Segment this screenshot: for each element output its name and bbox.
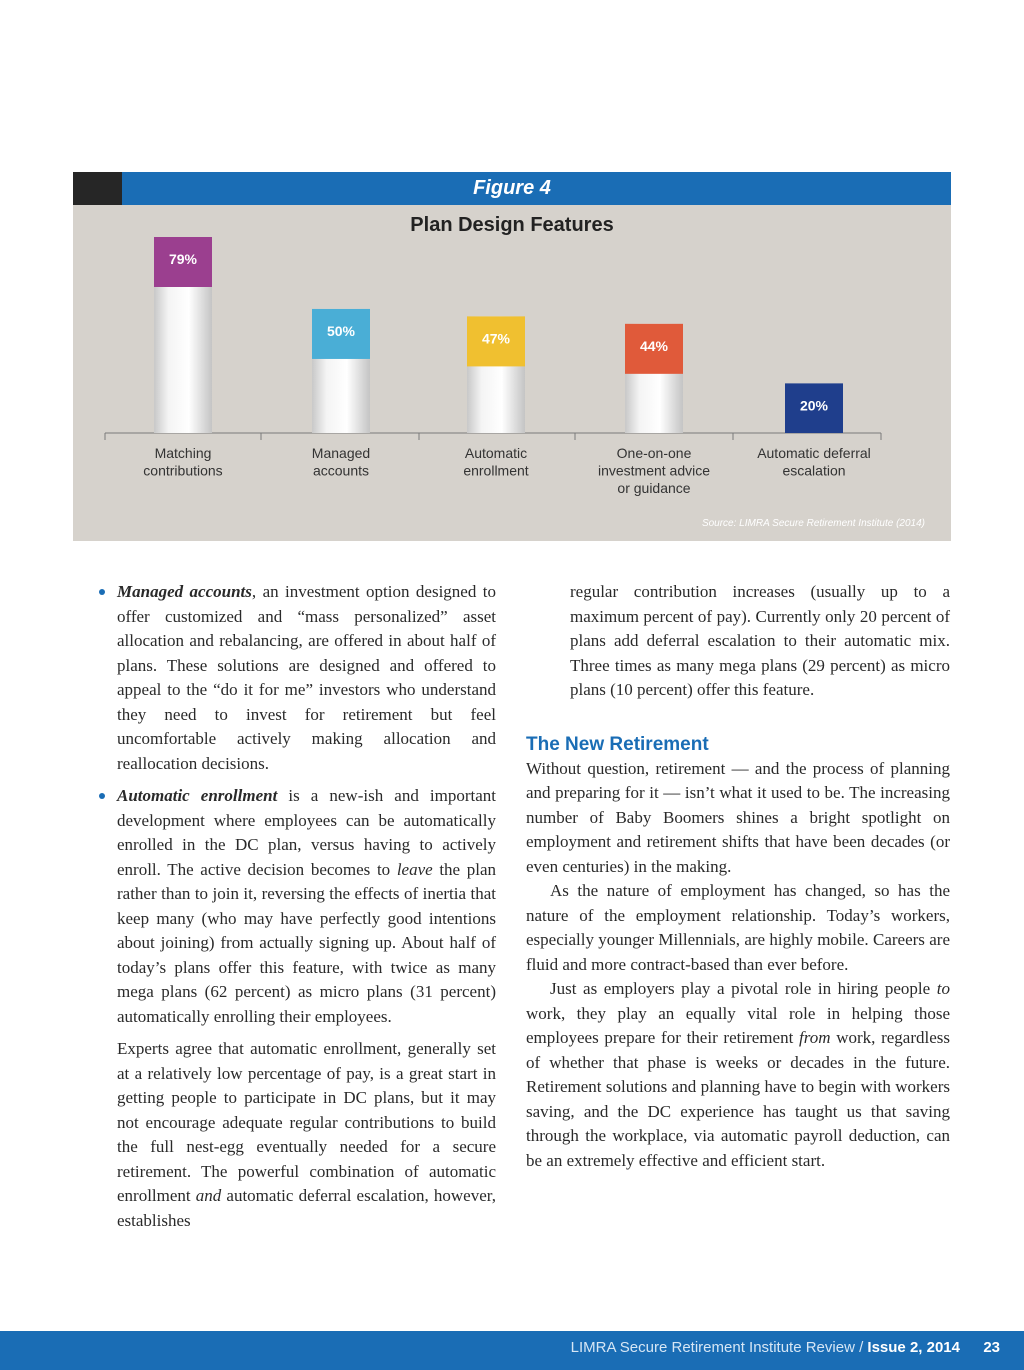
category-label: or guidance — [617, 480, 691, 496]
publication-name: LIMRA Secure Retirement Institute Review / — [570, 1339, 868, 1356]
right-column — [526, 580, 950, 1173]
bullet-text: is a new-ish and important development where employees can be automatically enrolled in the DC plan, versus having to actively enroll. The active decision becomes to — [117, 786, 496, 879]
bullet-automatic-enrollment — [99, 784, 496, 1029]
bar-value-label-0: 79% — [168, 251, 198, 267]
category-label: Automatic — [464, 445, 528, 461]
paragraph-employers — [526, 977, 950, 1173]
bar-value-label-1: 50% — [326, 322, 356, 339]
figure-label: Figure 4 — [473, 177, 551, 199]
paragraph-continuation: regular contribution increases (usually up to a maximum percent of pay). Currently only 20 percent of plans add deferral escalation to their automatic mix. Three times as many mega plans (29 percent) as micro plans (10 percent) offer this feature. — [570, 582, 950, 699]
page-number: 23 — [983, 1339, 1000, 1356]
emphasis: to — [936, 979, 950, 998]
paragraph-employment: As the nature of employment has changed, so has the nature of the employment relationship. Today’s workers, especially younger Millennials, are highly mobile. Careers are fluid and more contract-based than ever before. — [526, 881, 950, 974]
bullet-dot — [99, 589, 105, 595]
bullet-text: the plan rather than to join it, reversing the effects of inertia that keep many (who may have perfectly good intentions about joining) from actually signing up. About half of today’s plans offer this feature, with twice as many mega plans (62 percent) as micro plans (31 percent) automatically enrolling their employees. — [117, 859, 496, 1026]
category-label: Matching — [154, 445, 212, 461]
bullet-term: Automatic enrollment — [117, 786, 278, 805]
paragraph-text: Just as employers play a pivotal role in hiring people — [550, 979, 937, 998]
bullet-term: Managed accounts — [117, 582, 252, 601]
category-label: contributions — [143, 462, 223, 479]
issue-label: Issue 2, 2014 — [867, 1339, 960, 1356]
bullet-text: , an investment option designed to offer customized and “mass personalized” asset allocation and rebalancing, are offered in about half of plans. These solutions are designed and offered to appeal to the “do it for me” investors who understand they need to invest for retirement but feel uncomfortable actively making allocation and reallocation decisions. — [117, 582, 496, 773]
left-column — [99, 580, 496, 1233]
bar-value-label-2: 47% — [481, 330, 511, 347]
paragraph-experts — [99, 1037, 496, 1233]
footer-publication — [571, 1339, 960, 1356]
emphasis: and — [195, 1186, 222, 1205]
paragraph-text: work, they play an equally vital role in helping those employees prepare for their retirement — [526, 1003, 950, 1047]
section-heading: The New Retirement — [526, 733, 709, 755]
category-label: Automatic deferral — [757, 445, 871, 461]
figure-source: Source: LIMRA Secure Retirement Institute (2014) — [701, 518, 925, 529]
bar-value-label-4: 20% — [799, 397, 829, 414]
paragraph-text: Experts agree that automatic enrollment, generally set at a relatively low percentage of pay, is a great start in getting people to participate in DC plans, but it may not encourage adequate regular contributions to build the full nest-egg eventually needed for a secure retirement. The powerful combination of automatic enrollment — [117, 1039, 496, 1205]
category-label: enrollment — [463, 462, 529, 479]
category-label: accounts — [312, 462, 370, 479]
bullet-managed-accounts — [99, 580, 496, 776]
emphasis: from — [799, 1028, 831, 1047]
category-label: investment advice — [597, 462, 711, 479]
paragraph-text: automatic deferral escalation, however, establishes — [117, 1186, 496, 1230]
chart-title: Plan Design Features — [410, 214, 614, 236]
category-label: Managed — [311, 445, 371, 461]
paragraph-new-retirement: Without question, retirement — and the process of planning and preparing for it — isn’t what it used to be. The increasing number of Baby Boomers shines a bright spotlight on employment and retirement shifts that have been decades (or even centuries) in the making. — [526, 758, 950, 876]
figure-4 — [73, 172, 951, 541]
bar-value-label-3: 44% — [639, 337, 669, 354]
paragraph-text: work, regardless of whether that phase is weeks or decades in the future. Retirement solutions and planning have to begin with workers saving, and the DC experience has taught us that saving through the workplace, via automatic payroll deduction, can be an extremely effective and efficient start. — [526, 1028, 951, 1170]
bar-chart — [73, 172, 951, 541]
category-label: One-on-one — [616, 445, 692, 461]
bullet-dot — [99, 793, 105, 799]
category-label: escalation — [782, 462, 846, 479]
page-footer — [0, 1331, 1024, 1370]
emphasis: leave — [396, 859, 433, 879]
